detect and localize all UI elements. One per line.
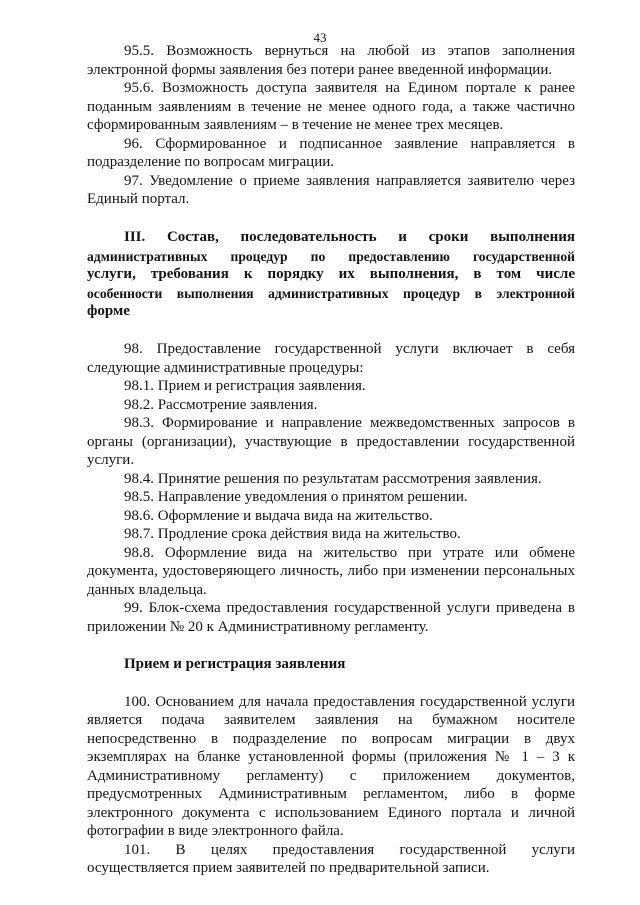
heading-line: форме xyxy=(87,303,130,319)
text-line: 98.6. Оформление и выдача вида на жительство. xyxy=(124,508,433,524)
text-line: данных владельца. xyxy=(87,582,207,598)
text-line: 99. Блок-схема предоставления государственной услуги приведена в xyxy=(124,600,575,616)
text-line: подразделение по вопросам миграции. xyxy=(87,154,334,170)
text-line: органы (организации), участвующие в предоставлении государственной xyxy=(87,434,575,450)
text-line: электронной формы заявления без потери ранее введенной информации. xyxy=(87,62,553,78)
text-line: 98.1. Прием и регистрация заявления. xyxy=(124,378,366,394)
text-line: является подача заявителем заявления на бумажном носителе xyxy=(87,712,575,728)
text-line: 96. Сформированное и подписанное заявление направляется в xyxy=(124,136,575,152)
text-line: осуществляется прием заявителей по предварительной записи. xyxy=(87,860,490,876)
page-number: 43 xyxy=(313,30,327,45)
text-line: 95.6. Возможность доступа заявителя на Едином портале к ранее xyxy=(124,80,575,96)
text-line: услуги. xyxy=(87,452,135,468)
heading-line: Прием и регистрация заявления xyxy=(124,656,346,672)
heading-line: административных процедур по предоставлению государственной xyxy=(87,249,575,264)
text-line: документа, удостоверяющего личность, либо при изменении персональных xyxy=(87,563,575,579)
text-line: 100. Основанием для начала предоставления государственной услуги xyxy=(124,694,575,710)
text-line: Административному регламенту) с приложением документов, xyxy=(87,768,575,784)
text-line: Единый портал. xyxy=(87,191,190,207)
text-line: 95.5. Возможность вернуться на любой из этапов заполнения xyxy=(124,43,575,59)
text-line: 98.2. Рассмотрение заявления. xyxy=(124,397,318,413)
heading-line: особенности выполнения административных процедур в электронной xyxy=(87,286,575,301)
text-line: предусмотренных Административным регламентом, либо в форме xyxy=(87,786,575,802)
text-line: 98.3. Формирование и направление межведомственных запросов в xyxy=(124,415,575,431)
heading-line: III. Состав, последовательность и сроки выполнения xyxy=(124,229,575,245)
text-line: 98.8. Оформление вида на жительство при утрате или обмене xyxy=(124,545,575,561)
text-line: фотографии в виде электронного файла. xyxy=(87,823,344,839)
text-line: непосредственно в подразделение по вопросам миграции в двух xyxy=(87,731,575,747)
text-line: сформированным заявлениям – в течение не менее трех месяцев. xyxy=(87,117,504,133)
text-line: 98.5. Направление уведомления о принятом решении. xyxy=(124,489,468,505)
text-line: 98. Предоставление государственной услуги включает в себя xyxy=(124,341,575,357)
text-line: 98.7. Продление срока действия вида на жительство. xyxy=(124,526,461,542)
text-line: 101. В целях предоставления государственной услуги xyxy=(124,842,575,858)
text-line: приложении № 20 к Административному регламенту. xyxy=(87,619,429,635)
heading-line: услуги, требования к порядку их выполнения, в том числе xyxy=(87,266,575,282)
text-line: следующие административные процедуры: xyxy=(87,360,364,376)
text-line: экземплярах на бланке установленной формы (приложения № 1 – 3 к xyxy=(87,749,575,765)
text-line: поданным заявлениям в течение не менее одного года, а также частично xyxy=(87,99,575,115)
text-line: электронного документа с использованием Единого портала и личной xyxy=(87,805,575,821)
text-line: 98.4. Принятие решения по результатам рассмотрения заявления. xyxy=(124,471,542,487)
text-line: 97. Уведомление о приеме заявления направляется заявителю через xyxy=(124,173,575,189)
